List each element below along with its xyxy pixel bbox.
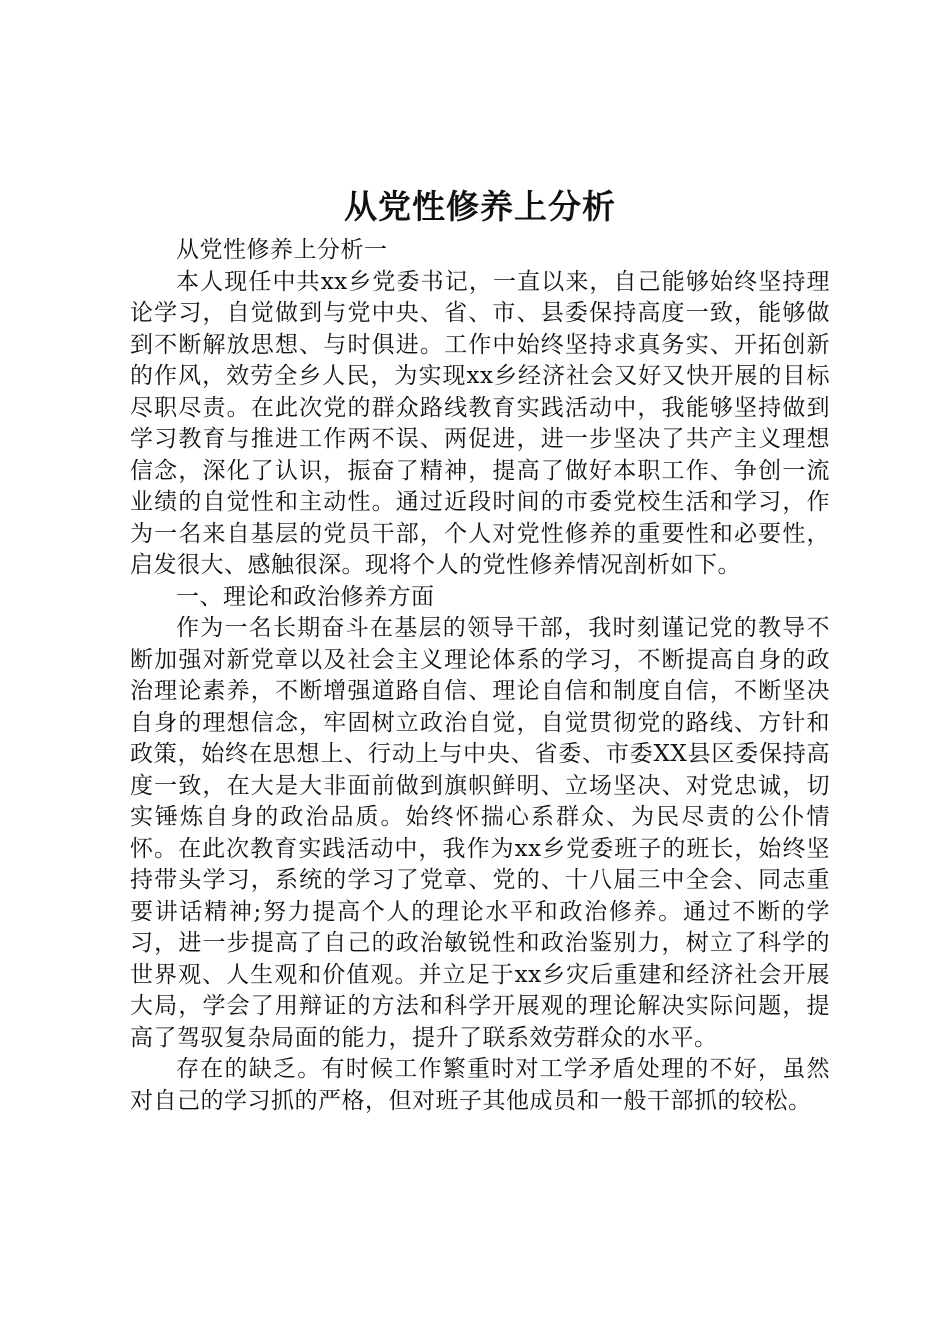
document-title: 从党性修养上分析 bbox=[344, 187, 616, 226]
body-paragraph: 作为一名长期奋斗在基层的领导干部，我时刻谨记党的教导不断加强对新党章以及社会主义理论体系的学习，不断提高自身的政治理论素养，不断增强道路自信、理论自信和制度自信，不断坚决自身的理想信念，牢固树立政治自觉，自觉贯彻党的路线、方针和政策，始终在思想上、行动上与中央、省委、市委XX县区委保持高度一致，在大是大非面前做到旗帜鲜明、立场坚决、对党忠诚，切实锤炼自身的政治品质。始终怀揣心系群众、为民尽责的公仆情怀。在此次教育实践活动中，我作为xx乡党委班子的班长，始终坚持带头学习，系统的学习了党章、党的、十八届三中全会、同志重要讲话精神;努力提高个人的理论水平和政治修养。通过不断的学习，进一步提高了自己的政治敏锐性和政治鉴别力，树立了科学的世界观、人生观和价值观。并立足于xx乡灾后重建和经济社会开展大局，学会了用辩证的方法和科学开展观的理论解决实际问题，提高了驾驭复杂局面的能力，提升了联系效劳群众的水平。 bbox=[130, 615, 830, 1051]
section-heading: 一、理论和政治修养方面 bbox=[176, 583, 435, 610]
section-heading: 从党性修养上分析一 bbox=[176, 237, 388, 263]
body-paragraph: 存在的缺乏。有时候工作繁重时对工学矛盾处理的不好，虽然对自己的学习抓的严格，但对班子其他成员和一般干部抓的较松。 bbox=[130, 1056, 830, 1114]
intro-paragraph: 本人现任中共xx乡党委书记，一直以来，自己能够始终坚持理论学习，自觉做到与党中央、省、市、县委保持高度一致，能够做到不断解放思想、与时俱进。工作中始终坚持求真务实、开拓创新的作风，效劳全乡人民，为实现xx乡经济社会又好又快开展的目标尽职尽责。在此次党的群众路线教育实践活动中，我能够坚持做到学习教育与推进工作两不误、两促进，进一步坚决了共产主义理想信念，深化了认识，振奋了精神，提高了做好本职工作、争创一流业绩的自觉性和主动性。通过近段时间的市委党校生活和学习，作为一名来自基层的党员干部，个人对党性修养的重要性和必要性，启发很大、感触很深。现将个人的党性修养情况剖析如下。 bbox=[130, 268, 830, 578]
document-page bbox=[130, 185, 830, 1117]
